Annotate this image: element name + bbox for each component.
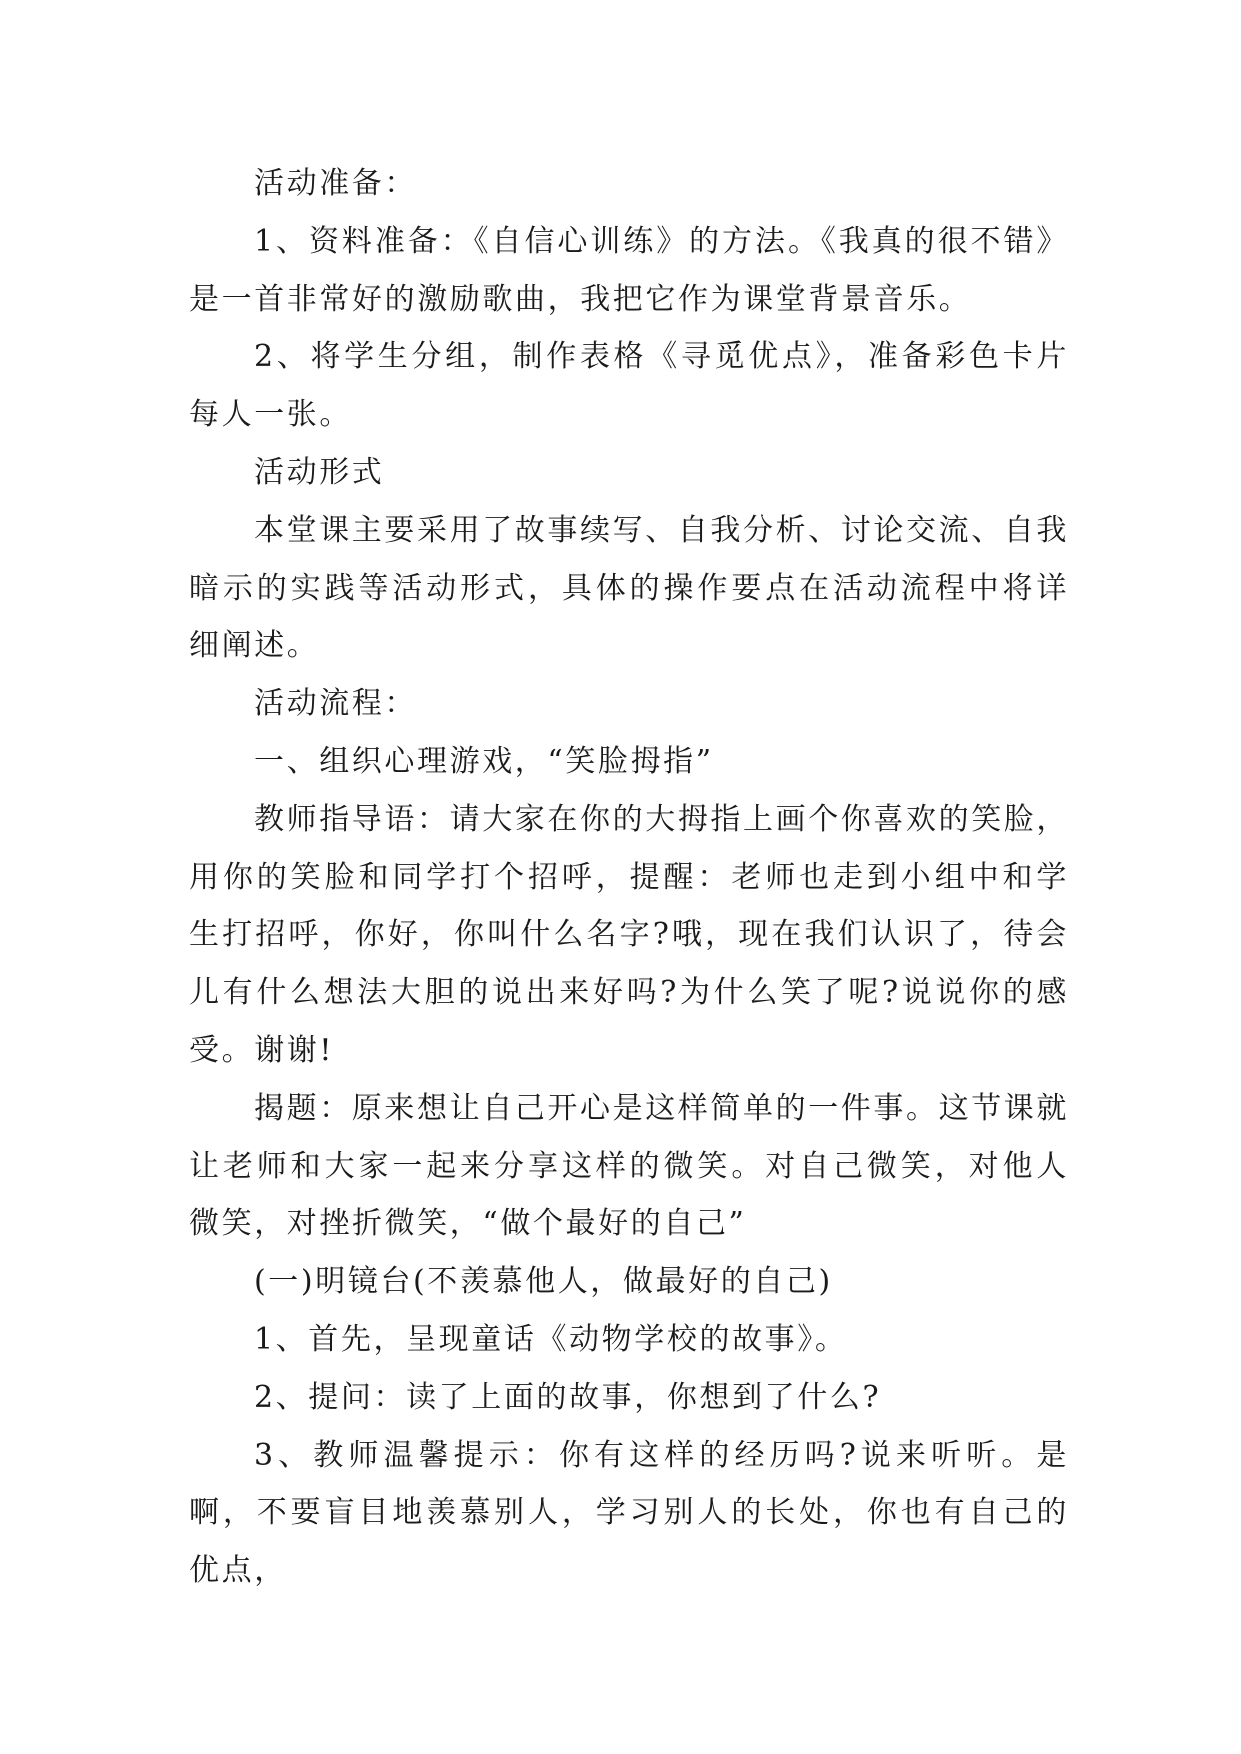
paragraph-item-3: 3、教师温馨提示：你有这样的经历吗?说来听听。是啊，不要盲目地羡慕别人，学习别人的长处，你也有自己的优点， — [189, 1437, 1069, 1589]
heading-activity-preparation: 活动准备： — [254, 166, 417, 201]
paragraph-item-1: 1、首先，呈现童话《动物学校的故事》。 — [254, 1321, 848, 1357]
paragraph-activity-form: 本堂课主要采用了故事续写、自我分析、讨论交流、自我暗示的实践等活动形式，具体的操作要点在活动流程中将详细阐述。 — [189, 512, 1069, 664]
paragraph-teacher-guide: 教师指导语：请大家在你的大拇指上画个你喜欢的笑脸，用你的笑脸和同学打个招呼，提醒：老师也走到小组中和学生打招呼，你好，你叫什么名字?哦，现在我们认识了，待会儿有什么想法大胆的说出来好吗?为什么笑了呢?说说你的感受。谢谢! — [189, 801, 1069, 1068]
paragraph-materials: 1、资料准备：《自信心训练》的方法。《我真的很不错》是一首非常好的激励歌曲，我把它作为课堂背景音乐。 — [189, 223, 1069, 317]
paragraph-section-mirror: (一)明镜台(不羡慕他人，做最好的自己) — [254, 1264, 833, 1300]
heading-activity-process: 活动流程： — [254, 686, 417, 722]
paragraph-reveal-topic: 揭题：原来想让自己开心是这样简单的一件事。这节课就让老师和大家一起来分享这样的微笑。对自己微笑，对他人微笑，对挫折微笑，“做个最好的自己” — [189, 1090, 1069, 1242]
paragraph-step-one: 一、组织心理游戏，“笑脸拇指” — [254, 743, 714, 779]
heading-activity-form: 活动形式 — [254, 454, 385, 490]
paragraph-item-2: 2、提问：读了上面的故事，你想到了什么? — [254, 1379, 882, 1415]
document-body — [189, 155, 1069, 1600]
paragraph-grouping: 2、将学生分组，制作表格《寻觅优点》，准备彩色卡片每人一张。 — [189, 339, 1069, 433]
